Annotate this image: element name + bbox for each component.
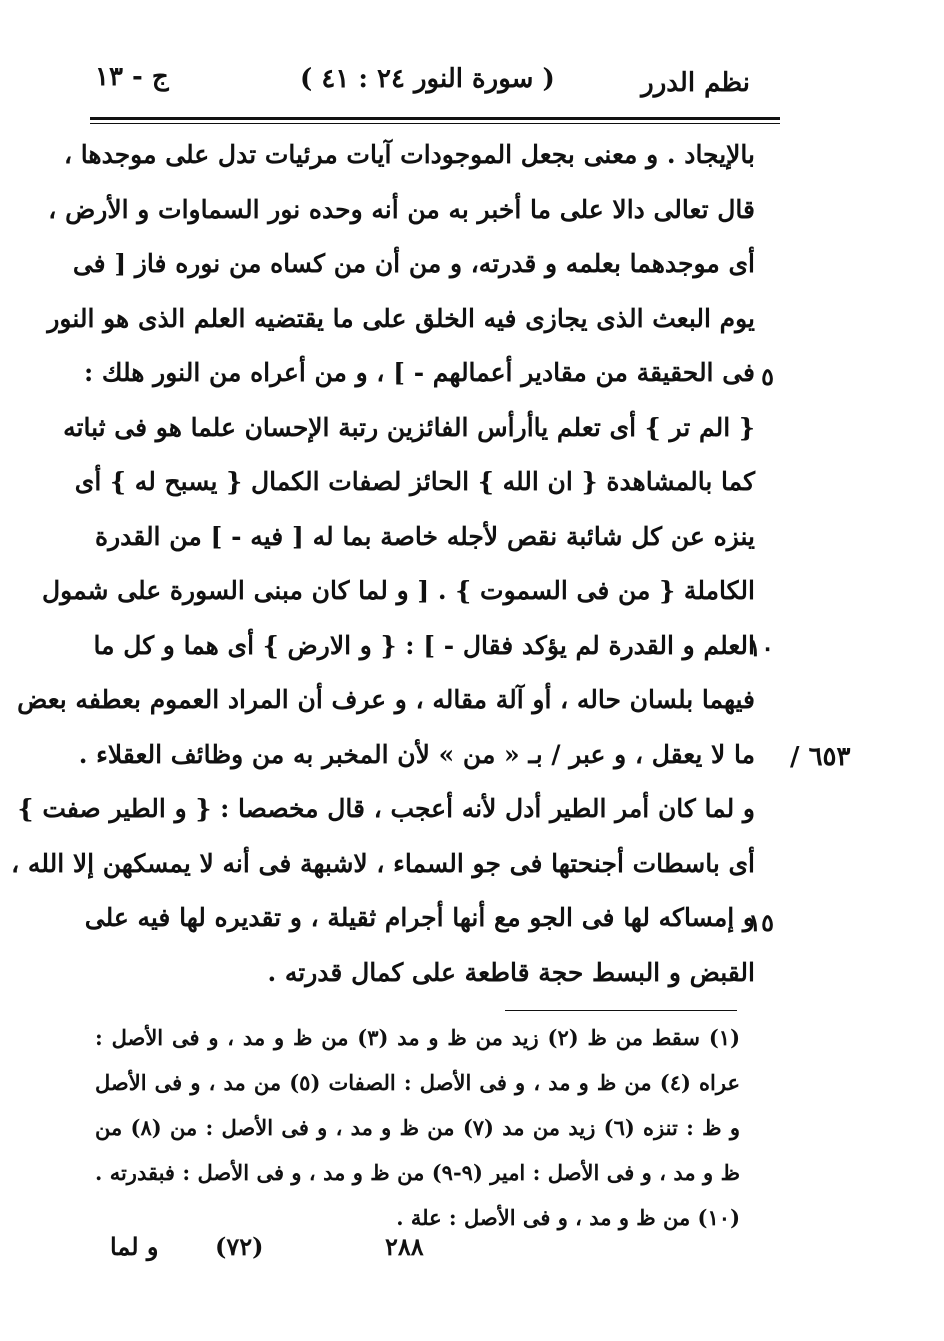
text-line: الكاملة { من فى السموت } . [ و لما كان مبنى السورة على شمول	[42, 576, 755, 605]
text-line: قال تعالى دالا على ما أخبر به من أنه وحده نور السماوات و الأرض ،	[48, 194, 755, 224]
footnotes	[95, 1015, 740, 1240]
surah-reference: ( سورة النور ٢٤ : ٤١ )	[300, 64, 555, 94]
signature-number: (٧٢)	[215, 1232, 264, 1261]
footnote-line: (١) سقط من ظ (٢) زيد من ظ و مد (٣) من ظ و مد ، و فى الأصل :	[95, 1025, 740, 1050]
margin-page-reference: ٦٥٣ /	[790, 742, 851, 772]
footnote-line: عراه (٤) من ظ و مد ، و فى الأصل : الصفات (٥) من مد ، و فى الأصل	[95, 1070, 740, 1095]
text-line: بالإيجاد . و معنى بجعل الموجودات آيات مرئيات تدل على موجدها ،	[64, 140, 755, 169]
header-rule-thin	[90, 123, 780, 124]
catchword: و لما	[110, 1232, 159, 1261]
text-line: و إمساكه لها فى الجو مع أنها أجرام ثقيلة ، و تقديره لها فيه على	[84, 903, 755, 932]
text-line: فى الحقيقة من مقادير أعمالهم - ] ، و من أعراه من النور هلك :	[84, 358, 755, 387]
text-line: العلم و القدرة لم يؤكد فقال - ] : { و الارض } أى هما و كل ما	[93, 630, 755, 660]
footnote-rule	[505, 1010, 737, 1011]
text-line: القبض و البسط حجة قاطعة على كمال قدرته .	[267, 957, 755, 987]
page-header	[95, 60, 750, 108]
line-number: ١٠	[748, 633, 774, 662]
text-line: { الم تر } أى تعلم ياأرأس الفائزين رتبة الإحسان علما هو فى ثباته	[63, 412, 755, 442]
book-title: نظم الدرر	[641, 68, 750, 98]
text-line: أى موجدهما بعلمه و قدرته، و من أن من كساه من نوره فاز [ فى	[72, 249, 755, 278]
text-line: و لما كان أمر الطير أدل لأنه أعجب ، قال مخصصا : { و الطير صفت }	[17, 794, 755, 823]
text-line: أى باسطات أجنحتها فى جو السماء ، لاشبهة فى أنه لا يمسكهن إلا الله ،	[11, 848, 755, 878]
text-line: ما لا يعقل ، و عبر / بـ « من » لأن المخبر به من وظائف العقلاء .	[78, 739, 755, 769]
main-text	[11, 128, 755, 1000]
line-number: ١٥	[748, 908, 774, 937]
footnote-line: (١٠) من ظ و مد ، و فى الأصل : علة .	[396, 1205, 740, 1230]
page-number: ٢٨٨	[385, 1232, 424, 1261]
text-line: فيهما بلسان حاله ، أو آلة مقاله ، و عرف أن المراد العموم بعطفه بعض	[17, 685, 755, 714]
text-line: ينزه عن كل شائبة نقص لأجله خاصة بما له [ فيه - ] من القدرة	[95, 521, 755, 551]
footnote-line: ظ و مد ، و فى الأصل : امير (٩-٩) من ظ و مد ، و فى الأصل : فبقدرته .	[95, 1160, 740, 1185]
text-line: يوم البعث الذى يجازى فيه الخلق على ما يقتضيه العلم الذى هو النور	[47, 303, 755, 333]
volume-number: ج - ١٣	[95, 62, 169, 92]
footnote-line: و ظ : تنزه (٦) زيد من مد (٧) من ظ و مد ، و فى الأصل : من (٨) من	[95, 1115, 740, 1140]
text-line: كما بالمشاهدة { ان الله } الحائز لصفات الكمال { يسبح له } أى	[74, 467, 755, 496]
line-number: ٥	[761, 362, 774, 391]
header-rule-thick	[90, 117, 780, 120]
